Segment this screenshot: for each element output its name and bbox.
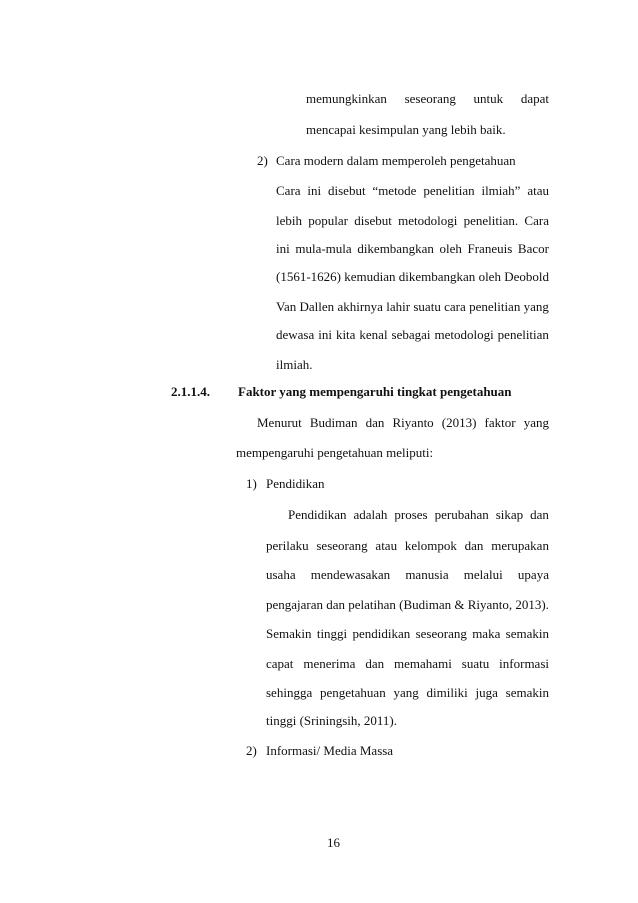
word: Franeuis — [467, 241, 513, 256]
word: manusia — [405, 567, 449, 582]
factor2-heading: Informasi/ Media Massa — [266, 743, 394, 758]
word: penelitian — [497, 327, 549, 342]
word: sikap — [495, 507, 524, 522]
word: perubahan — [434, 507, 489, 522]
word: pelatihan — [348, 597, 396, 612]
word: proses — [394, 507, 428, 522]
word: dan — [365, 415, 385, 430]
section-number: 2.1.1.4. — [171, 384, 210, 399]
word: & — [454, 597, 465, 612]
word: menerima — [303, 656, 356, 671]
item2-heading: Cara modern dalam memperoleh pengetahuan — [276, 153, 516, 168]
factor1-line-1 — [288, 507, 549, 523]
word: atau — [527, 183, 549, 198]
word: sebagai — [391, 327, 431, 342]
factor1-marker: 1) — [246, 476, 257, 491]
word: oleh — [478, 269, 501, 284]
word: metodologi — [434, 327, 494, 342]
factor1-line-6 — [266, 656, 549, 672]
item2-line-1 — [276, 183, 549, 199]
factor1-line-8: tinggi (Sriningsih, 2011). — [266, 713, 397, 728]
factor1-line-5 — [266, 626, 549, 642]
word: 2013). — [515, 597, 549, 612]
word: informasi — [499, 656, 549, 671]
word: lebih — [276, 213, 302, 228]
word: disebut — [354, 213, 392, 228]
word: (Budiman — [399, 597, 452, 612]
word: mendewasakan — [310, 567, 391, 582]
word: popular — [308, 213, 348, 228]
word: metodologi — [398, 213, 458, 228]
section-intro-line-1 — [257, 415, 549, 431]
word: yang — [523, 299, 549, 314]
word: mula-mula — [295, 241, 352, 256]
word: upaya — [517, 567, 549, 582]
word: semakin — [505, 685, 549, 700]
word: dimiliki — [426, 685, 468, 700]
item2-line-5 — [276, 299, 549, 315]
item2-marker: 2) — [257, 153, 268, 168]
word: Riyanto — [392, 415, 434, 430]
factor1-heading: Pendidikan — [266, 476, 325, 491]
word: melalui — [463, 567, 503, 582]
word: Budiman — [309, 415, 358, 430]
word: disebut — [328, 183, 366, 198]
word: sehingga — [266, 685, 313, 700]
factor1-line-2 — [266, 538, 549, 554]
word: pendidikan — [352, 626, 411, 641]
word: dan — [326, 597, 346, 612]
word: akhirnya — [337, 299, 383, 314]
word: Dallen — [299, 299, 335, 314]
word: seseorang — [404, 91, 456, 106]
word: ilmiah” — [481, 183, 521, 198]
block1-line-2: mencapai kesimpulan yang lebih baik. — [306, 122, 506, 137]
word: suatu — [461, 656, 490, 671]
word: Cara — [276, 183, 301, 198]
word: memungkinkan — [306, 91, 387, 106]
word: semakin — [505, 626, 549, 641]
word: dan — [530, 507, 549, 522]
word: dikembangkan — [398, 269, 476, 284]
word: Bacor — [517, 241, 549, 256]
word: perilaku — [266, 538, 309, 553]
word: penelitian — [469, 299, 521, 314]
word: penelitian. — [463, 213, 519, 228]
word: (2013) — [441, 415, 477, 430]
word: dan — [464, 538, 484, 553]
word: untuk — [473, 91, 504, 106]
word: lahir — [386, 299, 411, 314]
word: memahami — [394, 656, 452, 671]
word: suatu — [413, 299, 441, 314]
word: juga — [475, 685, 498, 700]
word: Riyanto, — [467, 597, 513, 612]
factor2-marker: 2) — [246, 743, 257, 758]
word: dikembangkan — [357, 241, 434, 256]
item2-line-2 — [276, 213, 549, 229]
word: Cara — [524, 213, 549, 228]
factor1-line-3 — [266, 567, 549, 583]
word: tinggi — [316, 626, 348, 641]
word: yang — [523, 415, 549, 430]
word: kelompok — [404, 538, 457, 553]
word: usaha — [266, 567, 296, 582]
word: pengajaran — [266, 597, 324, 612]
word: dan — [365, 656, 385, 671]
item2-line-6 — [276, 327, 549, 343]
item2-line-4 — [276, 269, 549, 285]
section-intro-line-2: mempengaruhi pengetahuan meliputi: — [236, 445, 434, 460]
word: cara — [444, 299, 466, 314]
word: maka — [472, 626, 501, 641]
word: dapat — [520, 91, 549, 106]
block1-line-1 — [306, 91, 549, 107]
word: dewasa — [276, 327, 315, 342]
word: atau — [375, 538, 398, 553]
word: (1561-1626) — [276, 269, 341, 284]
word: pengetahuan — [320, 685, 386, 700]
word: merupakan — [491, 538, 549, 553]
section-title: Faktor yang mempengaruhi tingkat pengetahuan — [238, 384, 512, 399]
word: seseorang — [415, 626, 467, 641]
factor1-line-7 — [266, 685, 549, 701]
word: seseorang — [316, 538, 368, 553]
word: kenal — [359, 327, 388, 342]
item2-line-3 — [276, 241, 549, 257]
page-number: 16 — [327, 835, 340, 850]
word: adalah — [353, 507, 388, 522]
word: kemudian — [344, 269, 396, 284]
word: oleh — [439, 241, 462, 256]
word: capat — [266, 656, 294, 671]
word: ini — [307, 183, 322, 198]
word: Deobold — [504, 269, 549, 284]
word: Van — [276, 299, 297, 314]
factor1-line-4 — [266, 597, 549, 613]
word: yang — [393, 685, 419, 700]
word: Menurut — [257, 415, 302, 430]
word: Pendidikan — [288, 507, 347, 522]
item2-line-7: ilmiah. — [276, 357, 313, 372]
word: “metode — [372, 183, 417, 198]
word: faktor — [484, 415, 516, 430]
word: kita — [335, 327, 356, 342]
word: ini — [276, 241, 290, 256]
word: ini — [318, 327, 332, 342]
word: penelitian — [423, 183, 475, 198]
word: Semakin — [266, 626, 312, 641]
